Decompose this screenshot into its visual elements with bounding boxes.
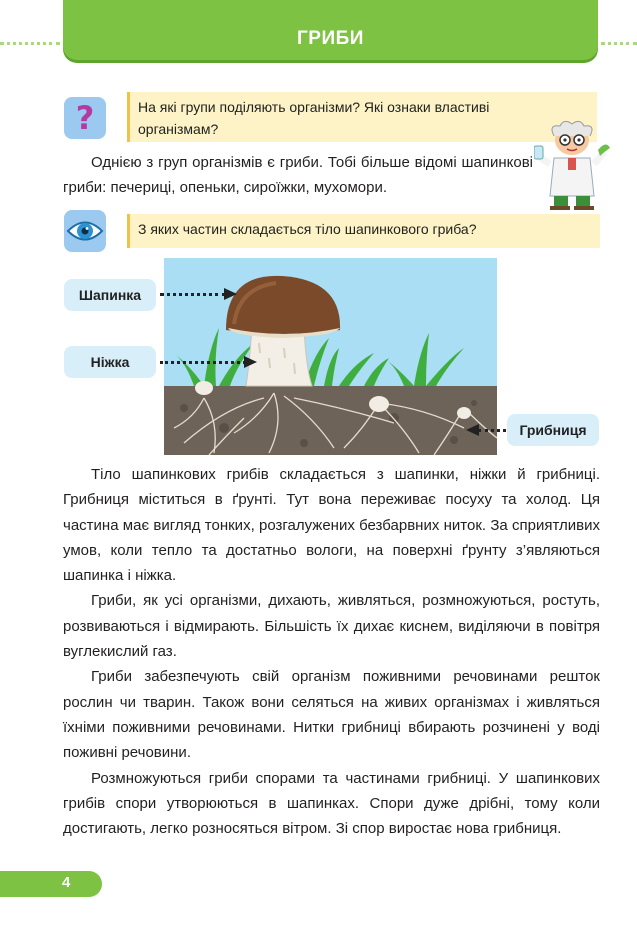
label-stem: Ніжка [64, 346, 156, 378]
intro-paragraph: Однією з груп організмів є гриби. Тобі більше відомі шапинкові гриби: печериці, опеньки, сироїжки, мухомори. [63, 154, 533, 196]
question-box [127, 92, 597, 142]
paragraph-structure: Тіло шапинкових грибів складається з шапинки, ніжки й грибниці. Грибниця міститься в ґрунті. Тут вона переживає посуху та холод. Ця частина має вигляд тонких, розгалужених безбарвних ниток. За сприятливих умов, коли тепло та достатньо вологи, на поверхні ґрунту з’являються шапинка і ніжка. [63, 466, 600, 585]
page-title: ГРИБИ [297, 28, 364, 49]
arrow-mycelium [478, 429, 506, 432]
paragraph-life: Гриби, як усі організми, дихають, живляться, розмножуються, ростуть, розвиваються і відмирають. Більшість їх дихає киснем, виділяючи в повітря вуглекислий газ. [63, 592, 600, 661]
observe-box [127, 214, 600, 248]
arrow-cap [160, 293, 226, 296]
header-dots-left [0, 42, 60, 45]
page-number-tab [0, 871, 102, 897]
professor-illustration [534, 118, 610, 210]
label-cap: Шапинка [64, 279, 156, 311]
paragraph-nutrition: Гриби забезпечують свій організм поживними речовинами решток рослин чи тварин. Також вони селяться на живих організмах і живляться їхніми поживними речовинами. Нитки грибниці вбирають розчинені у воді поживні речовини. [63, 668, 600, 762]
header-dots-right [601, 42, 637, 45]
arrow-mycelium-head [466, 423, 480, 437]
observe-text: З яких частин складається тіло шапинкового гриба? [138, 221, 477, 237]
arrow-cap-head [224, 287, 238, 301]
paragraph-reproduction: Розмножуються гриби спорами та частинами грибниці. У шапинкових грибів спори утворюються в шапинках. Спори дуже дрібні, тому коли достигають, легко розносяться вітром. Зі спор виростає нова грибниця. [63, 769, 600, 838]
question-text: На які групи поділяють організми? Які ознаки властиві організмам? [138, 99, 490, 137]
mushroom-diagram [164, 258, 497, 455]
page-number: 4 [62, 874, 71, 891]
body-text [63, 462, 600, 841]
arrow-stem [160, 361, 246, 364]
question-icon: ? [64, 97, 106, 139]
arrow-stem-head [244, 355, 258, 369]
eye-icon [64, 210, 106, 252]
label-mycelium: Грибниця [507, 414, 599, 446]
